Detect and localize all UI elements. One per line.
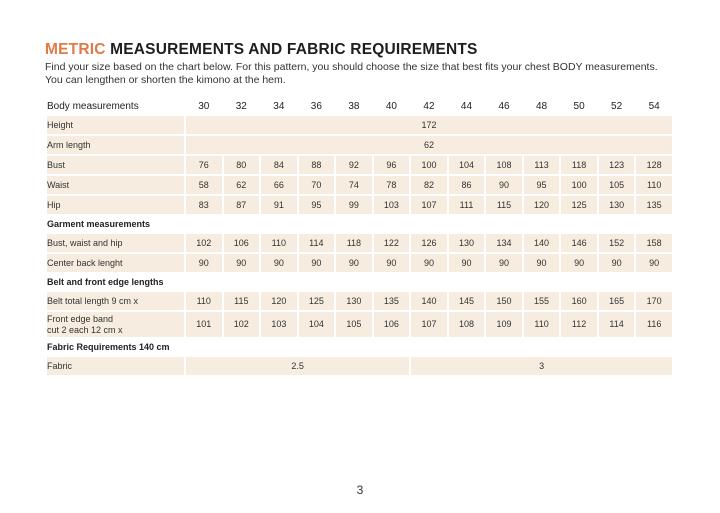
front-edge-cell: 116 <box>636 312 672 337</box>
bust-cell: 128 <box>636 156 672 174</box>
bust-cell: 88 <box>299 156 335 174</box>
fabric-section-heading: Fabric Requirements 140 cm <box>47 342 170 352</box>
center-back-length-cell: 90 <box>561 254 597 272</box>
belt-length-cell: 150 <box>486 292 522 310</box>
front-edge-cell: 106 <box>374 312 410 337</box>
bust-label: Bust <box>47 156 184 174</box>
center-back-length-cell: 90 <box>599 254 635 272</box>
header-row <box>47 98 672 114</box>
size-header-cell: 44 <box>460 100 473 112</box>
front-edge-cell: 109 <box>486 312 522 337</box>
fabric-row <box>47 357 672 375</box>
belt-length-cell: 155 <box>524 292 560 310</box>
bust-cell: 100 <box>411 156 447 174</box>
front-edge-cell: 102 <box>224 312 260 337</box>
intro-line-1: Find your size based on the chart below. For this pattern, you should choose the size that best fits your chest BODY measurements. <box>45 61 658 73</box>
bust-waist-hip-cell: 122 <box>374 234 410 252</box>
fabric-section-row <box>47 339 672 355</box>
center-back-length-cell: 90 <box>486 254 522 272</box>
bust-cell: 84 <box>261 156 297 174</box>
waist-cell: 110 <box>636 176 672 194</box>
bust-waist-hip-cell: 158 <box>636 234 672 252</box>
fabric-value-small-sizes: 2.5 <box>186 357 409 375</box>
hip-label: Hip <box>47 196 184 214</box>
size-header-cell: 30 <box>198 100 210 112</box>
size-header-cell: 40 <box>385 100 397 112</box>
front-edge-cell: 108 <box>449 312 485 337</box>
bust-cell: 80 <box>224 156 260 174</box>
bust-waist-hip-cell: 114 <box>299 234 335 252</box>
height-value: 172 <box>186 116 672 134</box>
waist-cell: 66 <box>261 176 297 194</box>
page-number: 3 <box>356 483 364 497</box>
header-label: Body measurements <box>47 100 139 112</box>
bust-waist-hip-cell: 146 <box>561 234 597 252</box>
size-header-cell: 34 <box>273 100 285 112</box>
hip-cell: 87 <box>224 196 260 214</box>
hip-cell: 120 <box>524 196 560 214</box>
size-header-cell: 46 <box>498 100 510 112</box>
front-edge-cell: 112 <box>561 312 597 337</box>
fabric-value-large-sizes: 3 <box>411 357 672 375</box>
size-header-cell: 48 <box>535 100 548 112</box>
waist-cell: 58 <box>186 176 222 194</box>
garment-section-heading: Garment measurements <box>47 219 151 229</box>
height-label: Height <box>47 116 184 134</box>
size-chart-table <box>45 96 674 377</box>
waist-cell: 62 <box>224 176 260 194</box>
bust-waist-hip-cell: 126 <box>411 234 447 252</box>
waist-cell: 95 <box>524 176 560 194</box>
belt-length-cell: 125 <box>299 292 335 310</box>
waist-cell: 105 <box>599 176 635 194</box>
size-chart-body <box>47 98 672 375</box>
belt-length-cell: 140 <box>411 292 447 310</box>
hip-cell: 111 <box>449 196 485 214</box>
waist-row <box>47 176 672 194</box>
center-back-length-cell: 90 <box>636 254 672 272</box>
hip-cell: 135 <box>636 196 672 214</box>
bust-waist-hip-row <box>47 234 672 252</box>
waist-cell: 100 <box>561 176 597 194</box>
belt-length-cell: 120 <box>261 292 297 310</box>
fabric-label: Fabric <box>47 357 184 375</box>
page-title <box>45 41 478 59</box>
hip-cell: 107 <box>411 196 447 214</box>
waist-cell: 78 <box>374 176 410 194</box>
arm-length-label: Arm length <box>47 136 184 154</box>
size-header-cell: 36 <box>310 100 322 112</box>
belt-length-cell: 110 <box>186 292 222 310</box>
bust-waist-hip-cell: 140 <box>524 234 560 252</box>
front-edge-label-line-1: Front edge band <box>47 313 114 324</box>
belt-length-cell: 145 <box>449 292 485 310</box>
arm-length-row <box>47 136 672 154</box>
center-back-length-cell: 90 <box>299 254 335 272</box>
waist-cell: 74 <box>336 176 372 194</box>
arm-length-value: 62 <box>186 136 672 154</box>
front-edge-cell: 103 <box>261 312 297 337</box>
bust-cell: 92 <box>336 156 372 174</box>
belt-length-cell: 135 <box>374 292 410 310</box>
hip-row <box>47 196 672 214</box>
belt-length-label: Belt total length 9 cm x <box>47 292 184 310</box>
center-back-length-cell: 90 <box>186 254 222 272</box>
center-back-length-cell: 90 <box>411 254 447 272</box>
front-edge-label <box>47 312 184 337</box>
center-back-length-cell: 90 <box>261 254 297 272</box>
belt-length-cell: 130 <box>336 292 372 310</box>
bust-waist-hip-label: Bust, waist and hip <box>47 234 184 252</box>
waist-label: Waist <box>47 176 184 194</box>
hip-cell: 99 <box>336 196 372 214</box>
hip-cell: 103 <box>374 196 410 214</box>
front-edge-cell: 114 <box>599 312 635 337</box>
belt-section-row <box>47 274 672 290</box>
center-back-length-row <box>47 254 672 272</box>
bust-cell: 113 <box>524 156 560 174</box>
front-edge-cell: 101 <box>186 312 222 337</box>
waist-cell: 70 <box>299 176 335 194</box>
bust-cell: 108 <box>486 156 522 174</box>
hip-cell: 130 <box>599 196 635 214</box>
height-row <box>47 116 672 134</box>
bust-waist-hip-cell: 110 <box>261 234 297 252</box>
belt-length-cell: 160 <box>561 292 597 310</box>
hip-cell: 83 <box>186 196 222 214</box>
title-rest: MEASUREMENTS AND FABRIC REQUIREMENTS <box>105 41 478 58</box>
intro-text <box>45 61 685 86</box>
waist-cell: 86 <box>449 176 485 194</box>
garment-section-row <box>47 216 672 232</box>
bust-cell: 76 <box>186 156 222 174</box>
intro-line-2: You can lengthen or shorten the kimono at the hem. <box>45 73 286 86</box>
size-header-cell: 32 <box>235 100 247 112</box>
size-header-cell: 38 <box>348 100 360 112</box>
front-edge-label-line-2: cut 2 each 12 cm x <box>47 324 123 335</box>
bust-waist-hip-cell: 118 <box>336 234 372 252</box>
waist-cell: 82 <box>411 176 447 194</box>
center-back-length-label: Center back lenght <box>47 254 184 272</box>
center-back-length-cell: 90 <box>224 254 260 272</box>
bust-cell: 104 <box>449 156 485 174</box>
front-edge-row <box>47 312 672 337</box>
front-edge-cell: 105 <box>336 312 372 337</box>
size-header-cell: 54 <box>648 100 660 112</box>
belt-length-cell: 115 <box>224 292 260 310</box>
belt-section-heading: Belt and front edge lengths <box>47 277 164 287</box>
hip-cell: 115 <box>486 196 522 214</box>
front-edge-cell: 107 <box>411 312 447 337</box>
center-back-length-cell: 90 <box>336 254 372 272</box>
size-header-cell: 52 <box>611 100 623 112</box>
bust-waist-hip-cell: 102 <box>186 234 222 252</box>
center-back-length-cell: 90 <box>524 254 560 272</box>
waist-cell: 90 <box>486 176 522 194</box>
bust-cell: 96 <box>374 156 410 174</box>
belt-length-cell: 165 <box>599 292 635 310</box>
hip-cell: 125 <box>561 196 597 214</box>
title-accent: METRIC <box>45 41 106 58</box>
front-edge-cell: 104 <box>299 312 335 337</box>
hip-cell: 95 <box>299 196 335 214</box>
bust-cell: 123 <box>599 156 635 174</box>
size-header-cell: 50 <box>573 100 585 112</box>
bust-cell: 118 <box>561 156 597 174</box>
center-back-length-cell: 90 <box>374 254 410 272</box>
size-header-cell: 42 <box>423 100 435 112</box>
front-edge-cell: 110 <box>524 312 560 337</box>
bust-waist-hip-cell: 106 <box>224 234 260 252</box>
hip-cell: 91 <box>261 196 297 214</box>
center-back-length-cell: 90 <box>449 254 485 272</box>
bust-waist-hip-cell: 152 <box>599 234 635 252</box>
belt-length-row <box>47 292 672 310</box>
bust-row <box>47 156 672 174</box>
bust-waist-hip-cell: 134 <box>486 234 522 252</box>
bust-waist-hip-cell: 130 <box>449 234 485 252</box>
belt-length-cell: 170 <box>636 292 672 310</box>
